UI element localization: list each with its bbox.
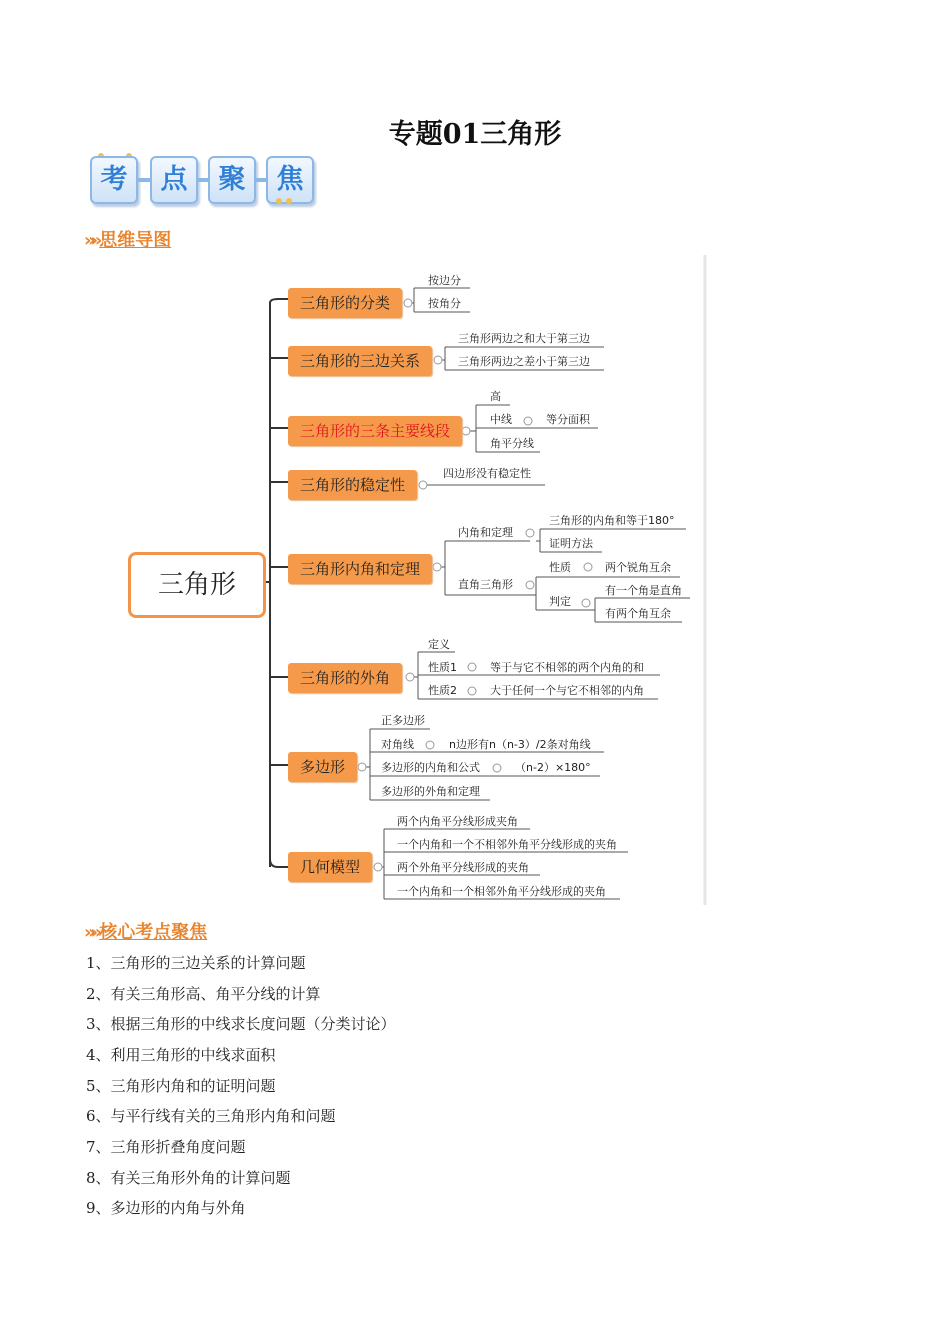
core-point-item: 2、有关三角形高、角平分线的计算	[86, 985, 321, 1003]
star-dot-icon	[276, 198, 282, 204]
leaf-node: 对角线	[381, 738, 414, 751]
leaf-node: 一个内角和一个不相邻外角平分线形成的夹角	[397, 838, 617, 851]
branch-three-sides: 三角形的三边关系	[288, 346, 432, 376]
core-point-item: 3、根据三角形的中线求长度问题（分类讨论）	[86, 1015, 396, 1033]
core-point-item: 4、利用三角形的中线求面积	[86, 1046, 276, 1064]
leaf-node: 直角三角形	[458, 578, 513, 591]
leaf-node: 两个外角平分线形成的夹角	[397, 861, 529, 874]
core-point-item: 8、有关三角形外角的计算问题	[86, 1169, 291, 1187]
core-point-item: 5、三角形内角和的证明问题	[86, 1077, 276, 1095]
leaf-node: 多边形的外角和定理	[381, 785, 480, 798]
leaf-node: 一个内角和一个相邻外角平分线形成的夹角	[397, 885, 606, 898]
core-point-item: 6、与平行线有关的三角形内角和问题	[86, 1107, 336, 1125]
section-heading-mindmap: »» 思维导图	[84, 230, 172, 251]
branch-exterior-angle: 三角形的外角	[288, 663, 402, 693]
leaf-node: 等于与它不相邻的两个内角的和	[490, 661, 644, 674]
leaf-node: 定义	[428, 638, 450, 651]
leaf-node: 有一个角是直角	[605, 584, 682, 597]
leaf-node: 按边分	[428, 274, 461, 287]
page-title: 专题01三角形	[388, 119, 562, 150]
badge-char: 考	[90, 156, 138, 204]
double-chevron-icon: »»	[84, 230, 98, 251]
leaf-node: 三角形两边之差小于第三边	[458, 355, 590, 368]
leaf-node: 高	[490, 390, 501, 403]
leaf-node: 等分面积	[546, 413, 590, 426]
mindmap-root: 三角形	[128, 552, 266, 618]
leaf-node: 证明方法	[549, 537, 593, 550]
leaf-node: 多边形的内角和公式	[381, 761, 480, 774]
leaf-node: （n-2）×180°	[515, 761, 591, 774]
leaf-node: 两个内角平分线形成夹角	[397, 815, 518, 828]
badge-char: 点	[150, 156, 198, 204]
exam-focus-badge	[90, 156, 330, 212]
leaf-node: 性质	[549, 561, 571, 574]
leaf-node: 三角形两边之和大于第三边	[458, 332, 590, 345]
badge-char: 聚	[208, 156, 256, 204]
section-heading-core: »» 核心考点聚焦	[84, 922, 208, 943]
core-point-item: 1、三角形的三边关系的计算问题	[86, 954, 306, 972]
leaf-node: 两个锐角互余	[605, 561, 671, 574]
badge-connector	[138, 178, 150, 182]
leaf-node: 判定	[549, 595, 571, 608]
branch-classification: 三角形的分类	[288, 288, 402, 318]
double-chevron-icon: »»	[84, 922, 98, 943]
core-point-item: 7、三角形折叠角度问题	[86, 1138, 246, 1156]
leaf-node: 三角形的内角和等于180°	[549, 514, 675, 527]
branch-interior-angle: 三角形内角和定理	[288, 554, 432, 584]
leaf-node: 四边形没有稳定性	[443, 467, 531, 480]
leaf-node: 大于任何一个与它不相邻的内角	[490, 684, 644, 697]
core-point-item: 9、多边形的内角与外角	[86, 1199, 246, 1217]
branch-polygon: 多边形	[288, 752, 357, 782]
leaf-node: 有两个角互余	[605, 607, 671, 620]
leaf-node: n边形有n（n-3）/2条对角线	[449, 738, 591, 751]
branch-stability: 三角形的稳定性	[288, 470, 417, 500]
leaf-node: 正多边形	[381, 714, 425, 727]
leaf-node: 角平分线	[490, 437, 534, 450]
leaf-node: 性质1	[428, 661, 457, 674]
leaf-node: 中线	[490, 413, 512, 426]
badge-char: 焦	[266, 156, 314, 204]
leaf-node: 按角分	[428, 297, 461, 310]
branch-geometry-model: 几何模型	[288, 852, 372, 882]
star-dot-icon	[286, 198, 292, 204]
mind-map	[0, 255, 950, 915]
leaf-node: 内角和定理	[458, 526, 513, 539]
leaf-node: 性质2	[428, 684, 457, 697]
branch-main-segments: 三角形的三条主要线段	[288, 416, 462, 446]
